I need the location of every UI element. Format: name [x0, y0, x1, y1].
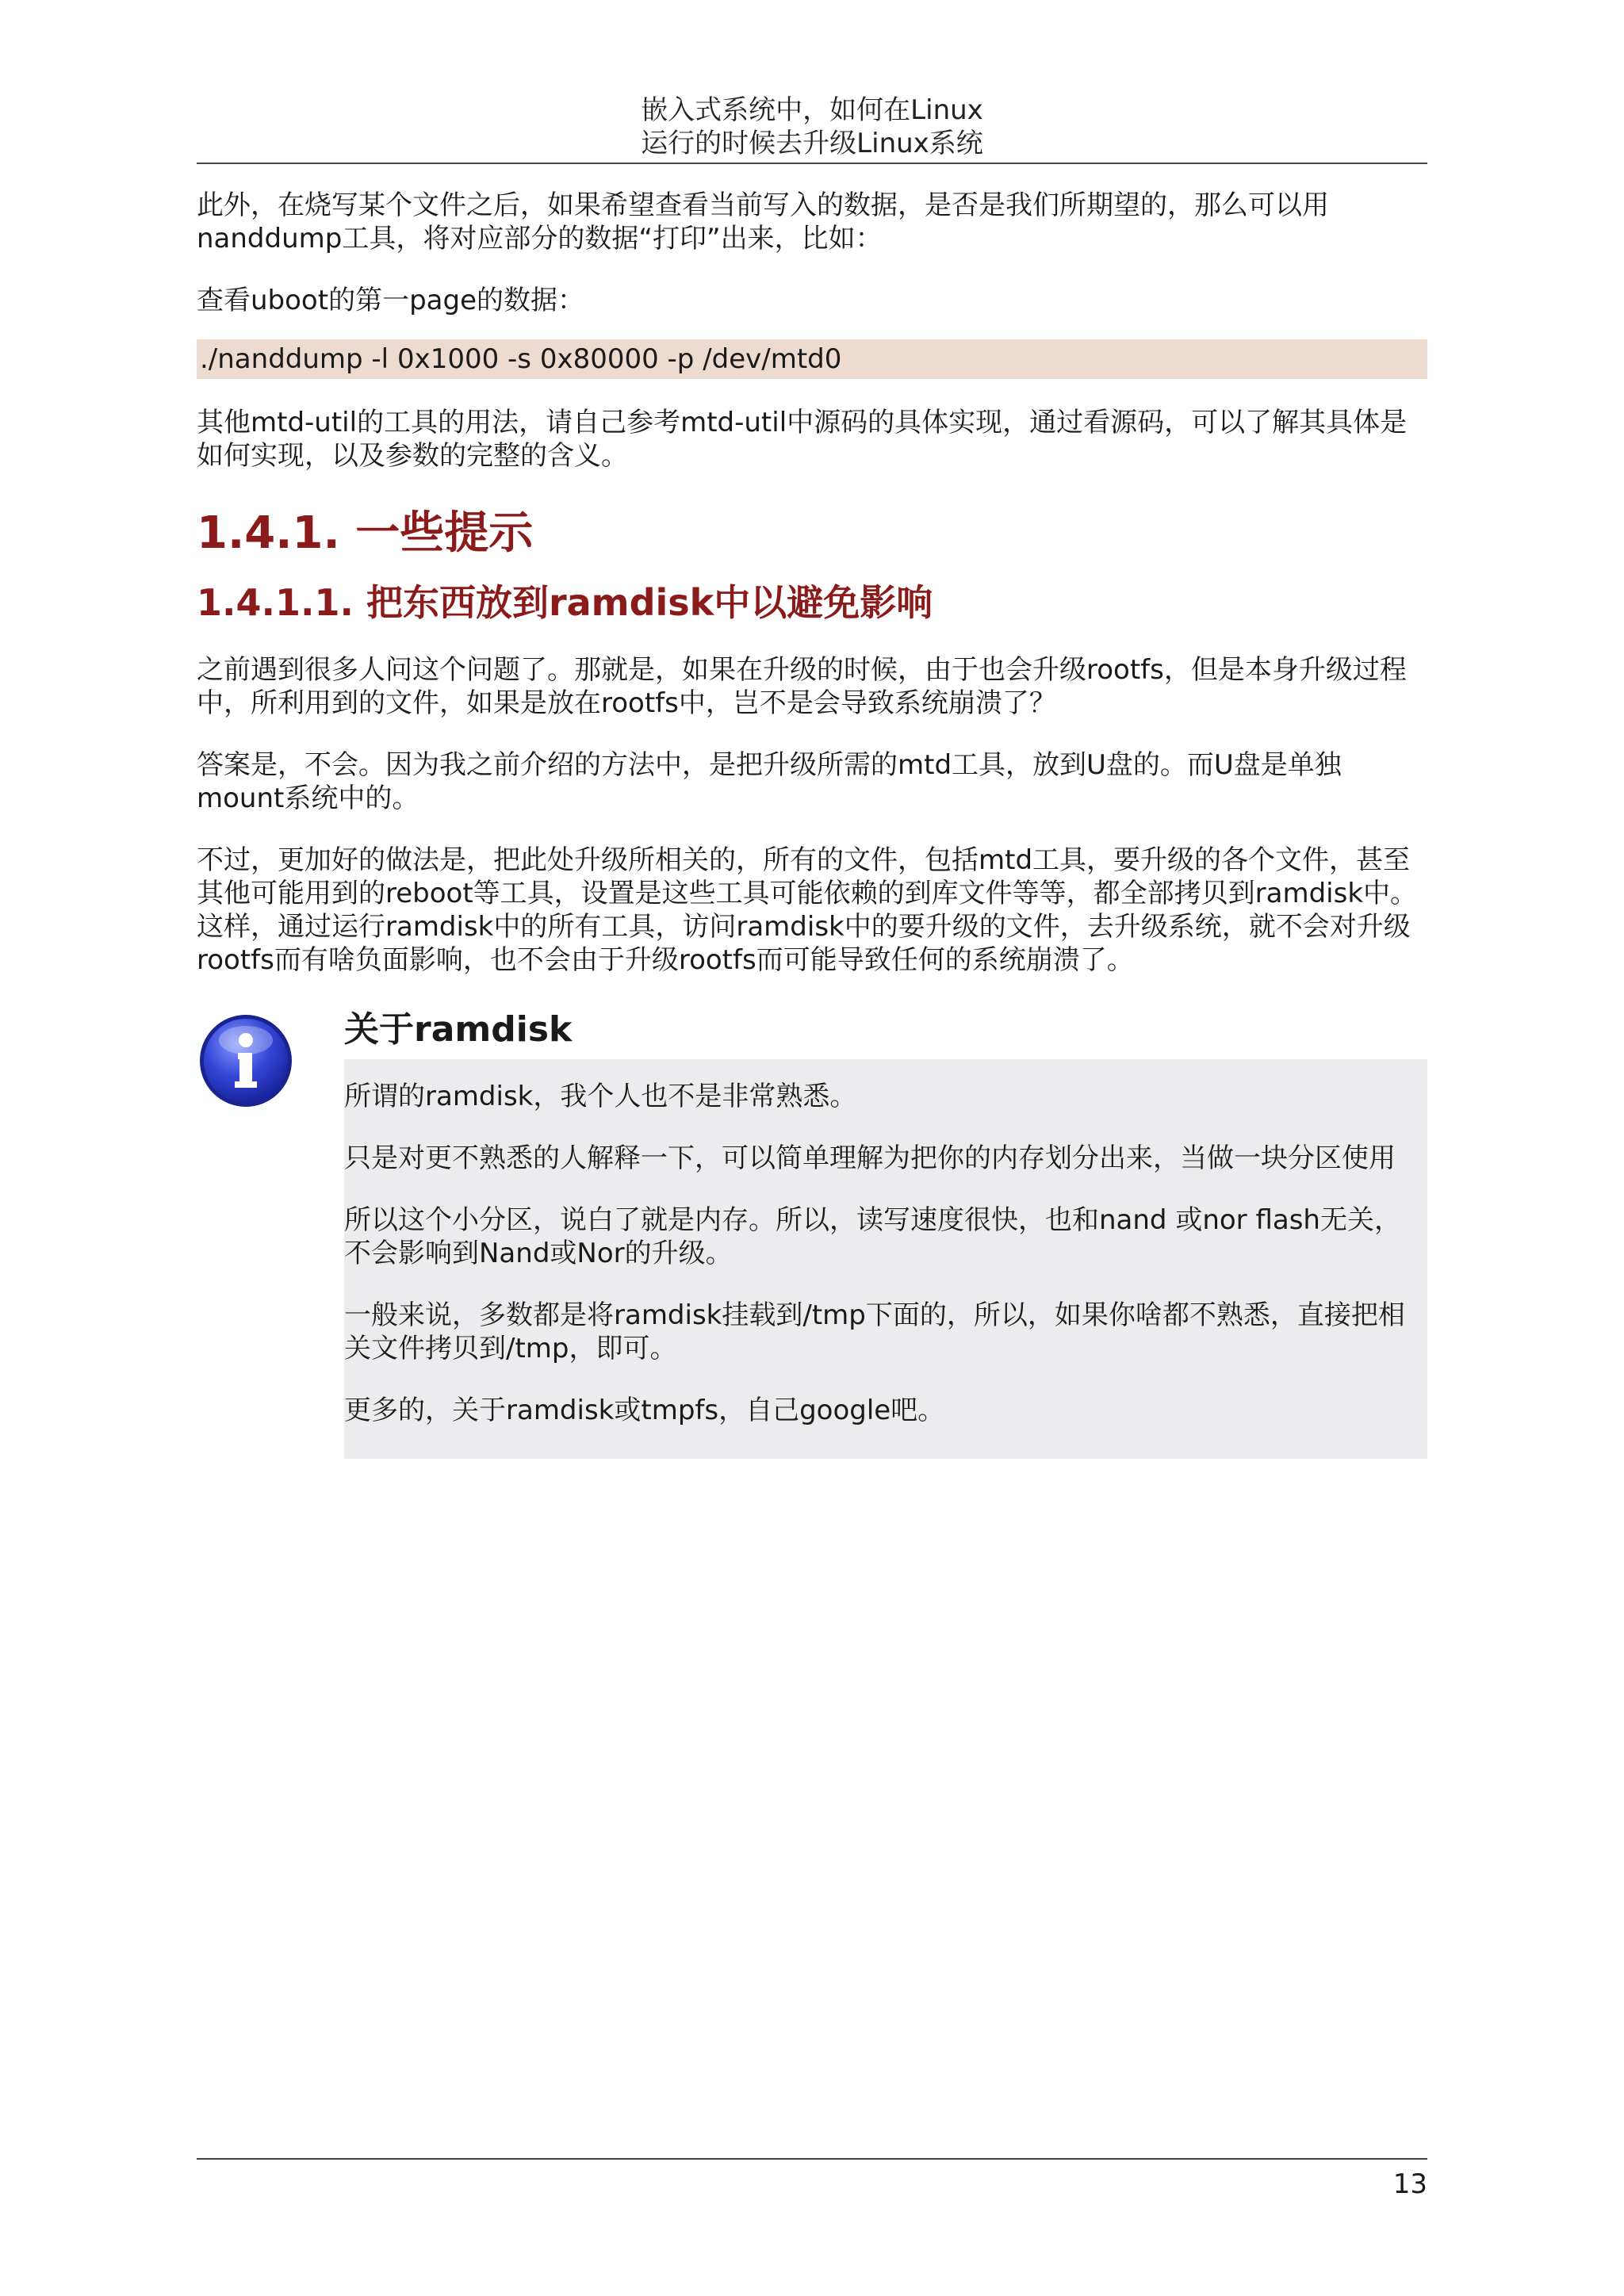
header-divider [197, 163, 1427, 164]
page-header [197, 94, 1427, 160]
paragraph-question: 之前遇到很多人问这个问题了。那就是，如果在升级的时候，由于也会升级rootfs，但是本身升级过程中，所利用到的文件，如果是放在rootfs中，岂不是会导致系统崩溃了？ [197, 654, 1407, 719]
note-item: 只是对更不熟悉的人解释一下，可以简单理解为把你的内存划分出来，当做一块分区使用 [344, 1142, 1396, 1174]
header-line-2: 运行的时候去升级Linux系统 [641, 128, 983, 159]
header-line-1: 嵌入式系统中，如何在Linux [641, 94, 983, 126]
note-item: 一般来说，多数都是将ramdisk挂载到/tmp下面的，所以，如果你啥都不熟悉，直接把相关文件拷贝到/tmp，即可。 [344, 1299, 1405, 1364]
section-title: 1.4.1. 一些提示 [197, 507, 534, 559]
paragraph-uboot-page: 查看uboot的第一page的数据： [197, 285, 584, 316]
note-box [344, 1059, 1427, 1459]
note-body [344, 1008, 1427, 1459]
note-title: 关于ramdisk [344, 1009, 573, 1050]
subsection-title: 1.4.1.1. 把东西放到ramdisk中以避免影响 [197, 581, 933, 624]
note-item: 所以这个小分区，说白了就是内存。所以，读写速度很快，也和nand 或nor flash无关，不会影响到Nand或Nor的升级。 [344, 1204, 1401, 1269]
info-icon [197, 1012, 295, 1110]
footer-divider [197, 2158, 1427, 2160]
info-note [197, 1008, 1427, 1459]
code-block: ./nanddump -l 0x1000 -s 0x80000 -p /dev/mtd0 [197, 339, 1427, 379]
page-content [197, 189, 1427, 1459]
paragraph-nanddump-intro: 此外，在烧写某个文件之后，如果希望查看当前写入的数据，是否是我们所期望的，那么可以用nanddump工具，将对应部分的数据“打印”出来，比如： [197, 189, 1329, 254]
page-number: 13 [1392, 2168, 1427, 2200]
paragraph-answer: 答案是，不会。因为我之前介绍的方法中，是把升级所需的mtd工具，放到U盘的。而U盘是单独mount系统中的。 [197, 749, 1342, 814]
note-item: 所谓的ramdisk，我个人也不是非常熟悉。 [344, 1081, 857, 1112]
note-item: 更多的，关于ramdisk或tmpfs，自己google吧。 [344, 1395, 945, 1426]
paragraph-mtd-util: 其他mtd-util的工具的用法，请自己参考mtd-util中源码的具体实现，通过看源码，可以了解其具体是如何实现，以及参数的完整的含义。 [197, 407, 1408, 472]
paragraph-better-approach: 不过，更加好的做法是，把此处升级所相关的，所有的文件，包括mtd工具，要升级的各个文件，甚至其他可能用到的reboot等工具，设置是这些工具可能依赖的到库文件等等，都全部拷贝到ramdisk中。这样，通过运行ramdisk中的所有工具，访问ramdisk中的要升级的文件，去升级系统，就不会对升级rootfs而有啥负面影响，也不会由于升级rootfs而可能导致任何的系统崩溃了。 [197, 844, 1418, 976]
